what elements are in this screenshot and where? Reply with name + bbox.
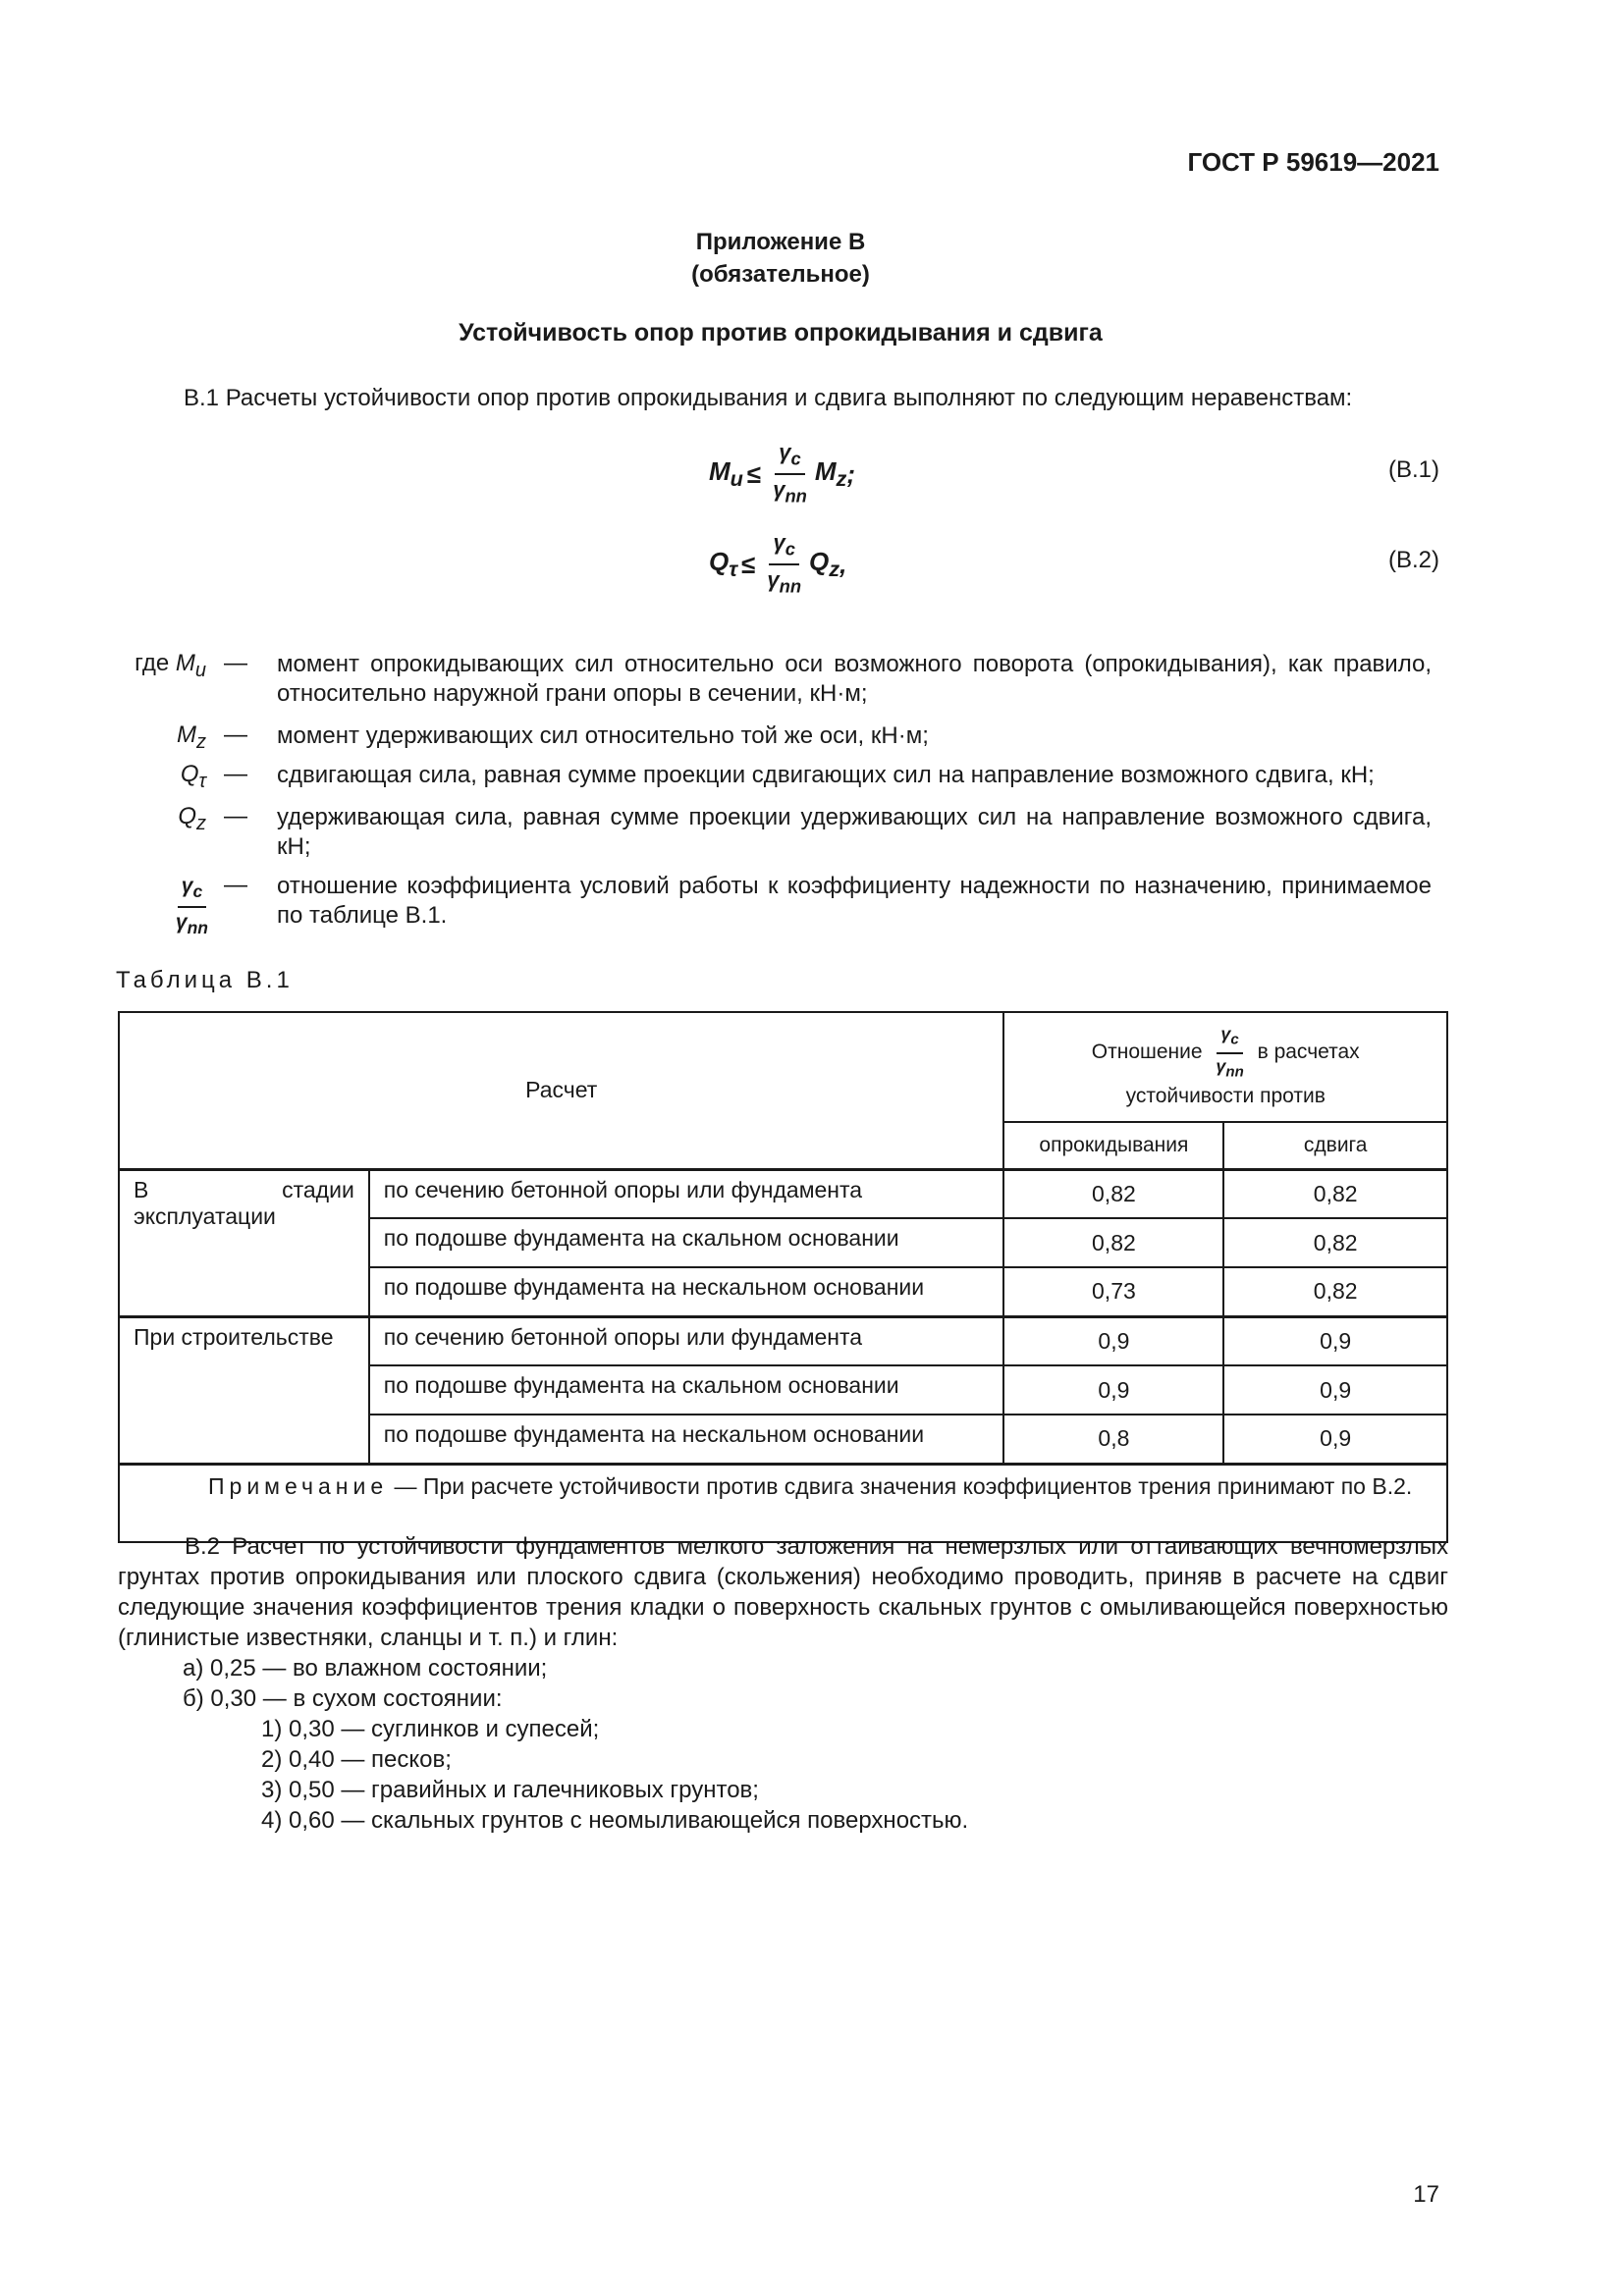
formula-relation: ≤ [746, 458, 762, 489]
value-overturn: 0,8 [1003, 1415, 1223, 1464]
document-id: ГОСТ Р 59619—2021 [1187, 147, 1439, 177]
value-overturn: 0,82 [1003, 1169, 1223, 1218]
definition-text: сдвигающая сила, равная сумме проекции сдвигающих сил на направление возможного сдвига, кН; [277, 762, 1375, 788]
list-item: а) 0,25 — во влажном состоянии; [183, 1655, 548, 1682]
formula-end: , [839, 549, 847, 579]
definition-text: момент опрокидывающих сил относительно оси возможного поворота (опрокидывания), как правило, относительно наружной грани опоры в сечении, кН·м; [277, 651, 1432, 707]
definition-text: момент удерживающих сил относительно той же оси, кН·м; [277, 722, 929, 749]
formula-lhs: $Q_\tau$ [709, 547, 738, 582]
table-caption: Таблица В.1 [116, 967, 294, 993]
equation-number-b1: (В.1) [1387, 456, 1439, 483]
header-overturn: опрокидывания [1003, 1122, 1223, 1169]
definition-symbol: $M_z$ [177, 721, 206, 753]
header-calc: Расчет [119, 1012, 1003, 1169]
value-shear: 0,9 [1223, 1316, 1447, 1365]
paragraph-b1: В.1 Расчеты устойчивости опор против опрокидывания и сдвига выполняют по следующим неравенствам: [184, 385, 1353, 411]
definition-symbol: $Q_z$ [178, 803, 206, 834]
section-title: Устойчивость опор против опрокидывания и сдвига [459, 319, 1103, 347]
formula-b1 [709, 440, 855, 509]
formula-relation: ≤ [741, 549, 756, 579]
list-item: 1) 0,30 — суглинков и супесей; [261, 1716, 600, 1742]
definition-symbol: где $M_u$ [135, 650, 206, 681]
value-shear: 0,82 [1223, 1267, 1447, 1316]
row-description: по сечению бетонной опоры или фундамента [369, 1169, 1004, 1218]
row-description: по подошве фундамента на скальном основании [369, 1218, 1004, 1267]
table-row [119, 1169, 1447, 1218]
list-item: б) 0,30 — в сухом состоянии: [183, 1685, 503, 1712]
value-shear: 0,9 [1223, 1365, 1447, 1415]
annex-heading [0, 226, 1561, 291]
header-ratio: Отношение $\frac{\gamma_c}{\gamma_{nn}}$ в расчетах устойчивости против [1003, 1012, 1447, 1122]
group-operation: В стадии эксплуатации [119, 1169, 369, 1316]
table-note-row [119, 1464, 1447, 1542]
value-shear: 0,82 [1223, 1218, 1447, 1267]
definition-dash: — [224, 721, 247, 748]
header-shear: сдвига [1223, 1122, 1447, 1169]
value-overturn: 0,82 [1003, 1218, 1223, 1267]
definition-symbol: $\frac{\gamma_c}{\gamma_{nn}}$ [175, 875, 208, 938]
annex-status: (обязательное) [691, 261, 870, 288]
definition-text: отношение коэффициента условий работы к коэффициенту надежности по назначению, принимаемое по таблице В.1. [277, 873, 1432, 929]
group-construction: При строительстве [119, 1316, 369, 1464]
row-description: по сечению бетонной опоры или фундамента [369, 1316, 1004, 1365]
definition-dash: — [224, 803, 247, 829]
value-overturn: 0,9 [1003, 1316, 1223, 1365]
annex-title: Приложение В [695, 229, 866, 255]
equation-number-b2: (В.2) [1387, 547, 1439, 573]
definition-dash: — [224, 650, 247, 676]
paragraph-b2: В.2 Расчет по устойчивости фундаментов мелкого заложения на немерзлых или оттаивающих вечномерзлых грунтах против опрокидывания или плоского сдвига (скольжения) необходимо проводить, приняв в расчете на сдвиг следующие значения коэффициентов трения кладки о поверхность скальных грунтов с омыливающейся поверхностью (глинистые известняки, сланцы и т. п.) и глин: [118, 1533, 1448, 1651]
definition-dash: — [224, 761, 247, 787]
list-item: 4) 0,60 — скальных грунтов с неомыливающейся поверхностью. [261, 1807, 969, 1834]
definition-symbol: $Q_\tau$ [180, 761, 206, 792]
formula-end: ; [846, 458, 856, 489]
formula-fraction: $\frac{\gamma_c}{\gamma_{nn}}$ [767, 530, 802, 597]
value-overturn: 0,73 [1003, 1267, 1223, 1316]
table-note: Примечание — При расчете устойчивости против сдвига значения коэффициентов трения принимают по В.2. [119, 1464, 1447, 1542]
formula-lhs: $M_u$ [709, 456, 743, 492]
value-shear: 0,82 [1223, 1169, 1447, 1218]
formula-fraction: $\frac{\gamma_c}{\gamma_{nn}}$ [773, 440, 807, 507]
table-row [119, 1316, 1447, 1365]
formula-rhs: $M_z$ [814, 456, 847, 492]
row-description: по подошве фундамента на нескальном основании [369, 1267, 1004, 1316]
definition-dash: — [224, 872, 247, 898]
row-description: по подошве фундамента на скальном основании [369, 1365, 1004, 1415]
formula-b2 [709, 530, 846, 600]
page-number: 17 [1413, 2181, 1439, 2208]
list-item: 3) 0,50 — гравийных и галечниковых грунтов; [261, 1777, 759, 1803]
formula-rhs: $Q_z$ [809, 547, 840, 582]
row-description: по подошве фундамента на нескальном основании [369, 1415, 1004, 1464]
value-shear: 0,9 [1223, 1415, 1447, 1464]
value-overturn: 0,9 [1003, 1365, 1223, 1415]
list-item: 2) 0,40 — песков; [261, 1746, 452, 1773]
coefficients-table [118, 1011, 1448, 1543]
definition-text: удерживающая сила, равная сумме проекции удерживающих сил на направление возможного сдвига, кН; [277, 804, 1432, 860]
